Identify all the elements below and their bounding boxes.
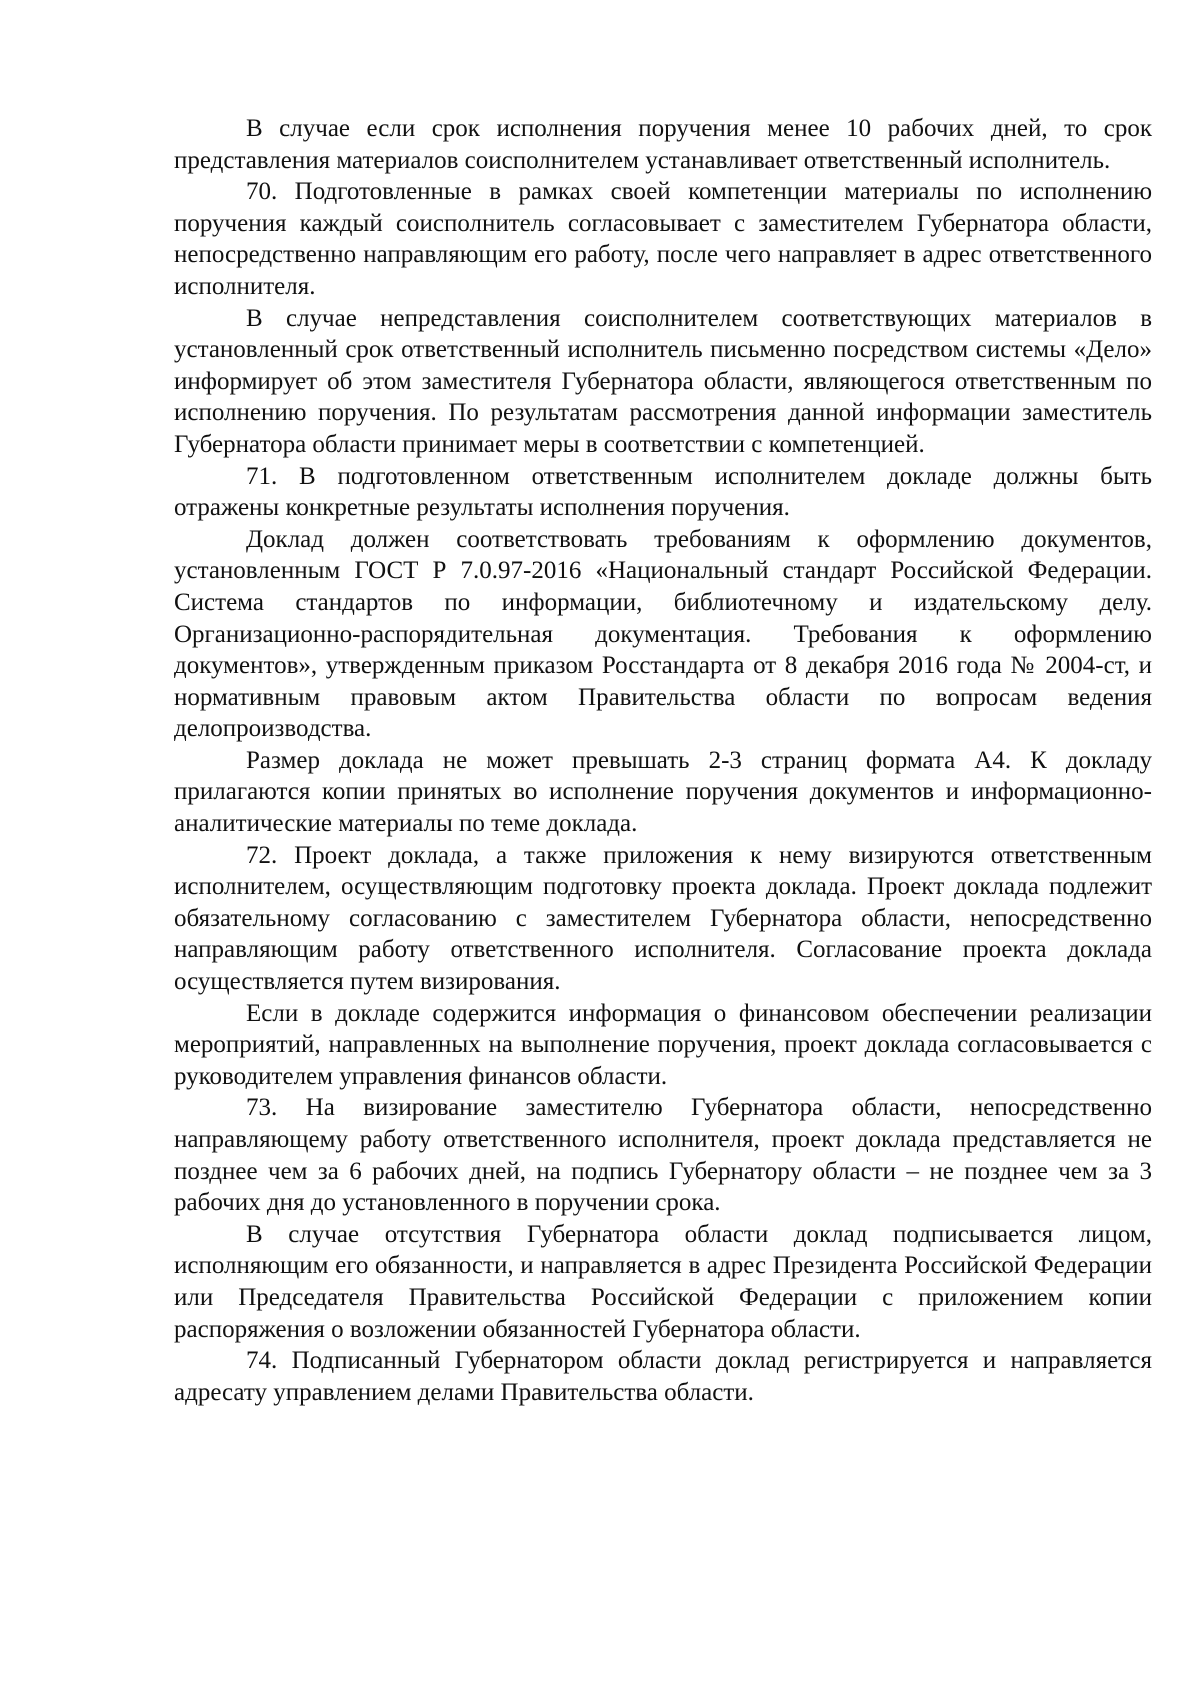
paragraph-71: 71. В подготовленном ответственным исполнителем докладе должны быть отражены конкретные результаты исполнения поручения. (174, 462, 1152, 522)
paragraph-73: 73. На визирование заместителю Губернатора области, непосредственно направляющему работу ответственного исполнителя, проект доклада представляется не позднее чем за 6 рабочих дней, на подпись Губернатору области – не позднее чем за 3 рабочих дня до установленного в поручении срока. (174, 1094, 1152, 1217)
paragraph-financial-approval: Если в докладе содержится информация о финансовом обеспечении реализации мероприятий, направленных на выполнение поручения, проект доклада согласовывается с руководителем управления финансов области. (174, 999, 1152, 1090)
paragraph-report-size: Размер доклада не может превышать 2-3 страниц формата А4. К докладу прилагаются копии принятых во исполнение поручения документов и информационно-аналитические материалы по теме доклада. (174, 746, 1152, 838)
paragraph-report-requirements: Доклад должен соответствовать требованиям к оформлению документов, установленным ГОСТ Р 7.0.97-2016 «Национальный стандарт Российской Федерации. Система стандартов по информации, библиотечному и издательскому делу. Организационно-распорядительная документация. Требования к оформлению документов», утвержденным приказом Росстандарта от 8 декабря 2016 года № 2004-ст, и нормативным правовым актом Правительства области по вопросам ведения делопроизводства. (174, 525, 1152, 743)
paragraph-74: 74. Подписанный Губернатором области доклад регистрируется и направляется адресату управлением делами Правительства области. (174, 1347, 1152, 1406)
paragraph-governor-absence: В случае отсутствия Губернатора области доклад подписывается лицом, исполняющим его обязанности, и направляется в адрес Президента Российской Федерации или Председателя Правительства Российской Федерации с приложением копии распоряжения о возложении обязанностей Губернатора области. (174, 1220, 1152, 1343)
paragraph-70: 70. Подготовленные в рамках своей компетенции материалы по исполнению поручения каждый соисполнитель согласовывает с заместителем Губернатора области, непосредственно направляющим его работу, после чего направляет в адрес ответственного исполнителя. (174, 178, 1152, 300)
paragraph-deadline-co-executor: В случае если срок исполнения поручения менее 10 рабочих дней, то срок представления материалов соисполнителем устанавливает ответственный исполнитель. (174, 115, 1152, 174)
paragraph-non-submission: В случае непредставления соисполнителем соответствующих материалов в установленный срок ответственный исполнитель письменно посредством системы «Дело» информирует об этом заместителя Губернатора области, являющегося ответственным по исполнению поручения. По результатам рассмотрения данной информации заместитель Губернатора области принимает меры в соответствии с компетенцией. (174, 304, 1152, 458)
document-body (174, 113, 1152, 1408)
paragraph-72: 72. Проект доклада, а также приложения к нему визируются ответственным исполнителем, осуществляющим подготовку проекта доклада. Проект доклада подлежит обязательному согласованию с заместителем Губернатора области, непосредственно направляющим работу ответственного исполнителя. Согласование проекта доклада осуществляется путем визирования. (174, 841, 1152, 996)
